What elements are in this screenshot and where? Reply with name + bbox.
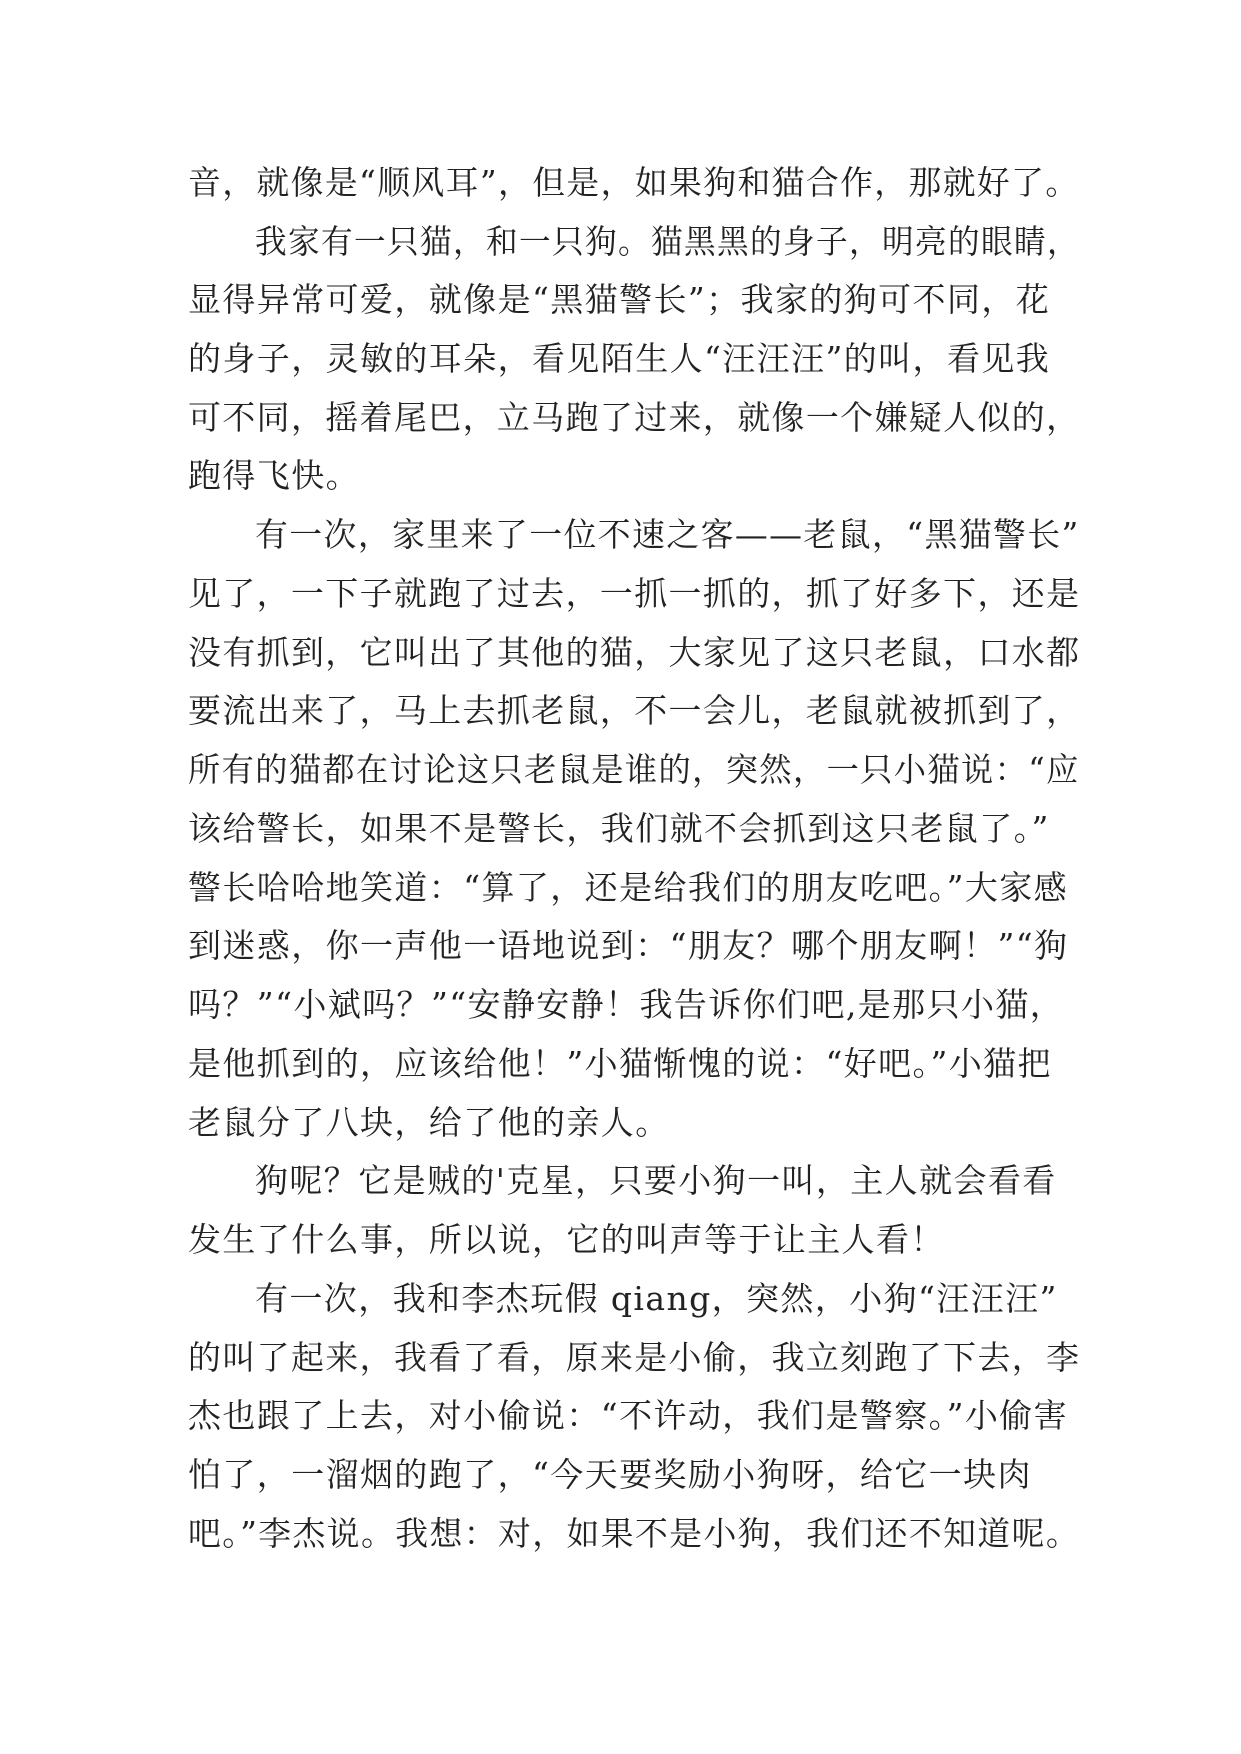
text-line: 有一次，我和李杰玩假 qiang，突然，小狗“汪汪汪” — [255, 1279, 1058, 1318]
text-line: 发生了什么事，所以说，它的叫声等于让主人看！ — [188, 1220, 945, 1259]
text-line: 显得异常可爱，就像是“黑猫警长”；我家的狗可不同，花 — [188, 280, 1051, 319]
text-line: 没有抓到，它叫出了其他的猫，大家见了这只老鼠，口水都 — [188, 633, 1081, 672]
text-line: 所有的猫都在讨论这只老鼠是谁的，突然，一只小猫说：“应 — [188, 750, 1080, 789]
text-line: 是他抓到的，应该给他！”小猫惭愧的说：“好吧。”小猫把 — [188, 1044, 1052, 1083]
text-line: 怕了，一溜烟的跑了，“今天要奖励小狗呀，给它一块肉 — [188, 1455, 1032, 1494]
text-line: 该给警长，如果不是警长，我们就不会抓到这只老鼠了。” — [188, 809, 1050, 848]
text-line: 有一次，家里来了一位不速之客——老鼠，“黑猫警长” — [255, 515, 1080, 554]
text-line: 要流出来了，马上去抓老鼠，不一会儿，老鼠就被抓到了， — [188, 691, 1081, 730]
text-line: 狗呢？它是贼的'克星，只要小狗一叫，主人就会看看 — [255, 1161, 1057, 1200]
text-line: 吗？”“小斌吗？”“安静安静！我告诉你们吧,是那只小猫， — [188, 985, 1065, 1024]
text-line: 见了，一下子就跑了过去，一抓一抓的，抓了好多下，还是 — [188, 574, 1081, 613]
text-line: 的叫了起来，我看了看，原来是小偷，我立刻跑了下去，李 — [188, 1338, 1081, 1377]
text-line: 我家有一只猫，和一只狗。猫黑黑的身子，明亮的眼睛， — [255, 222, 1080, 261]
text-line: 警长哈哈地笑道：“算了，还是给我们的朋友吃吧。”大家感 — [188, 868, 1069, 907]
text-line: 吧。”李杰说。我想：对，如果不是小狗，我们还不知道呢。 — [188, 1514, 1081, 1553]
text-line: 杰也跟了上去，对小偷说：“不许动，我们是警察。”小偷害 — [188, 1396, 1069, 1435]
text-line: 的身子，灵敏的耳朵，看见陌生人“汪汪汪”的叫，看见我 — [188, 339, 1051, 378]
text-line: 可不同，摇着尾巴，立马跑了过来，就像一个嫌疑人似的， — [188, 398, 1081, 437]
text-line: 音，就像是“顺风耳”，但是，如果狗和猫合作，那就好了。 — [188, 163, 1080, 202]
text-line: 跑得飞快。 — [188, 456, 360, 495]
text-line: 到迷惑，你一声他一语地说到：“朋友？哪个朋友啊！”“狗 — [188, 926, 1069, 965]
text-line: 老鼠分了八块，给了他的亲人。 — [188, 1103, 670, 1142]
